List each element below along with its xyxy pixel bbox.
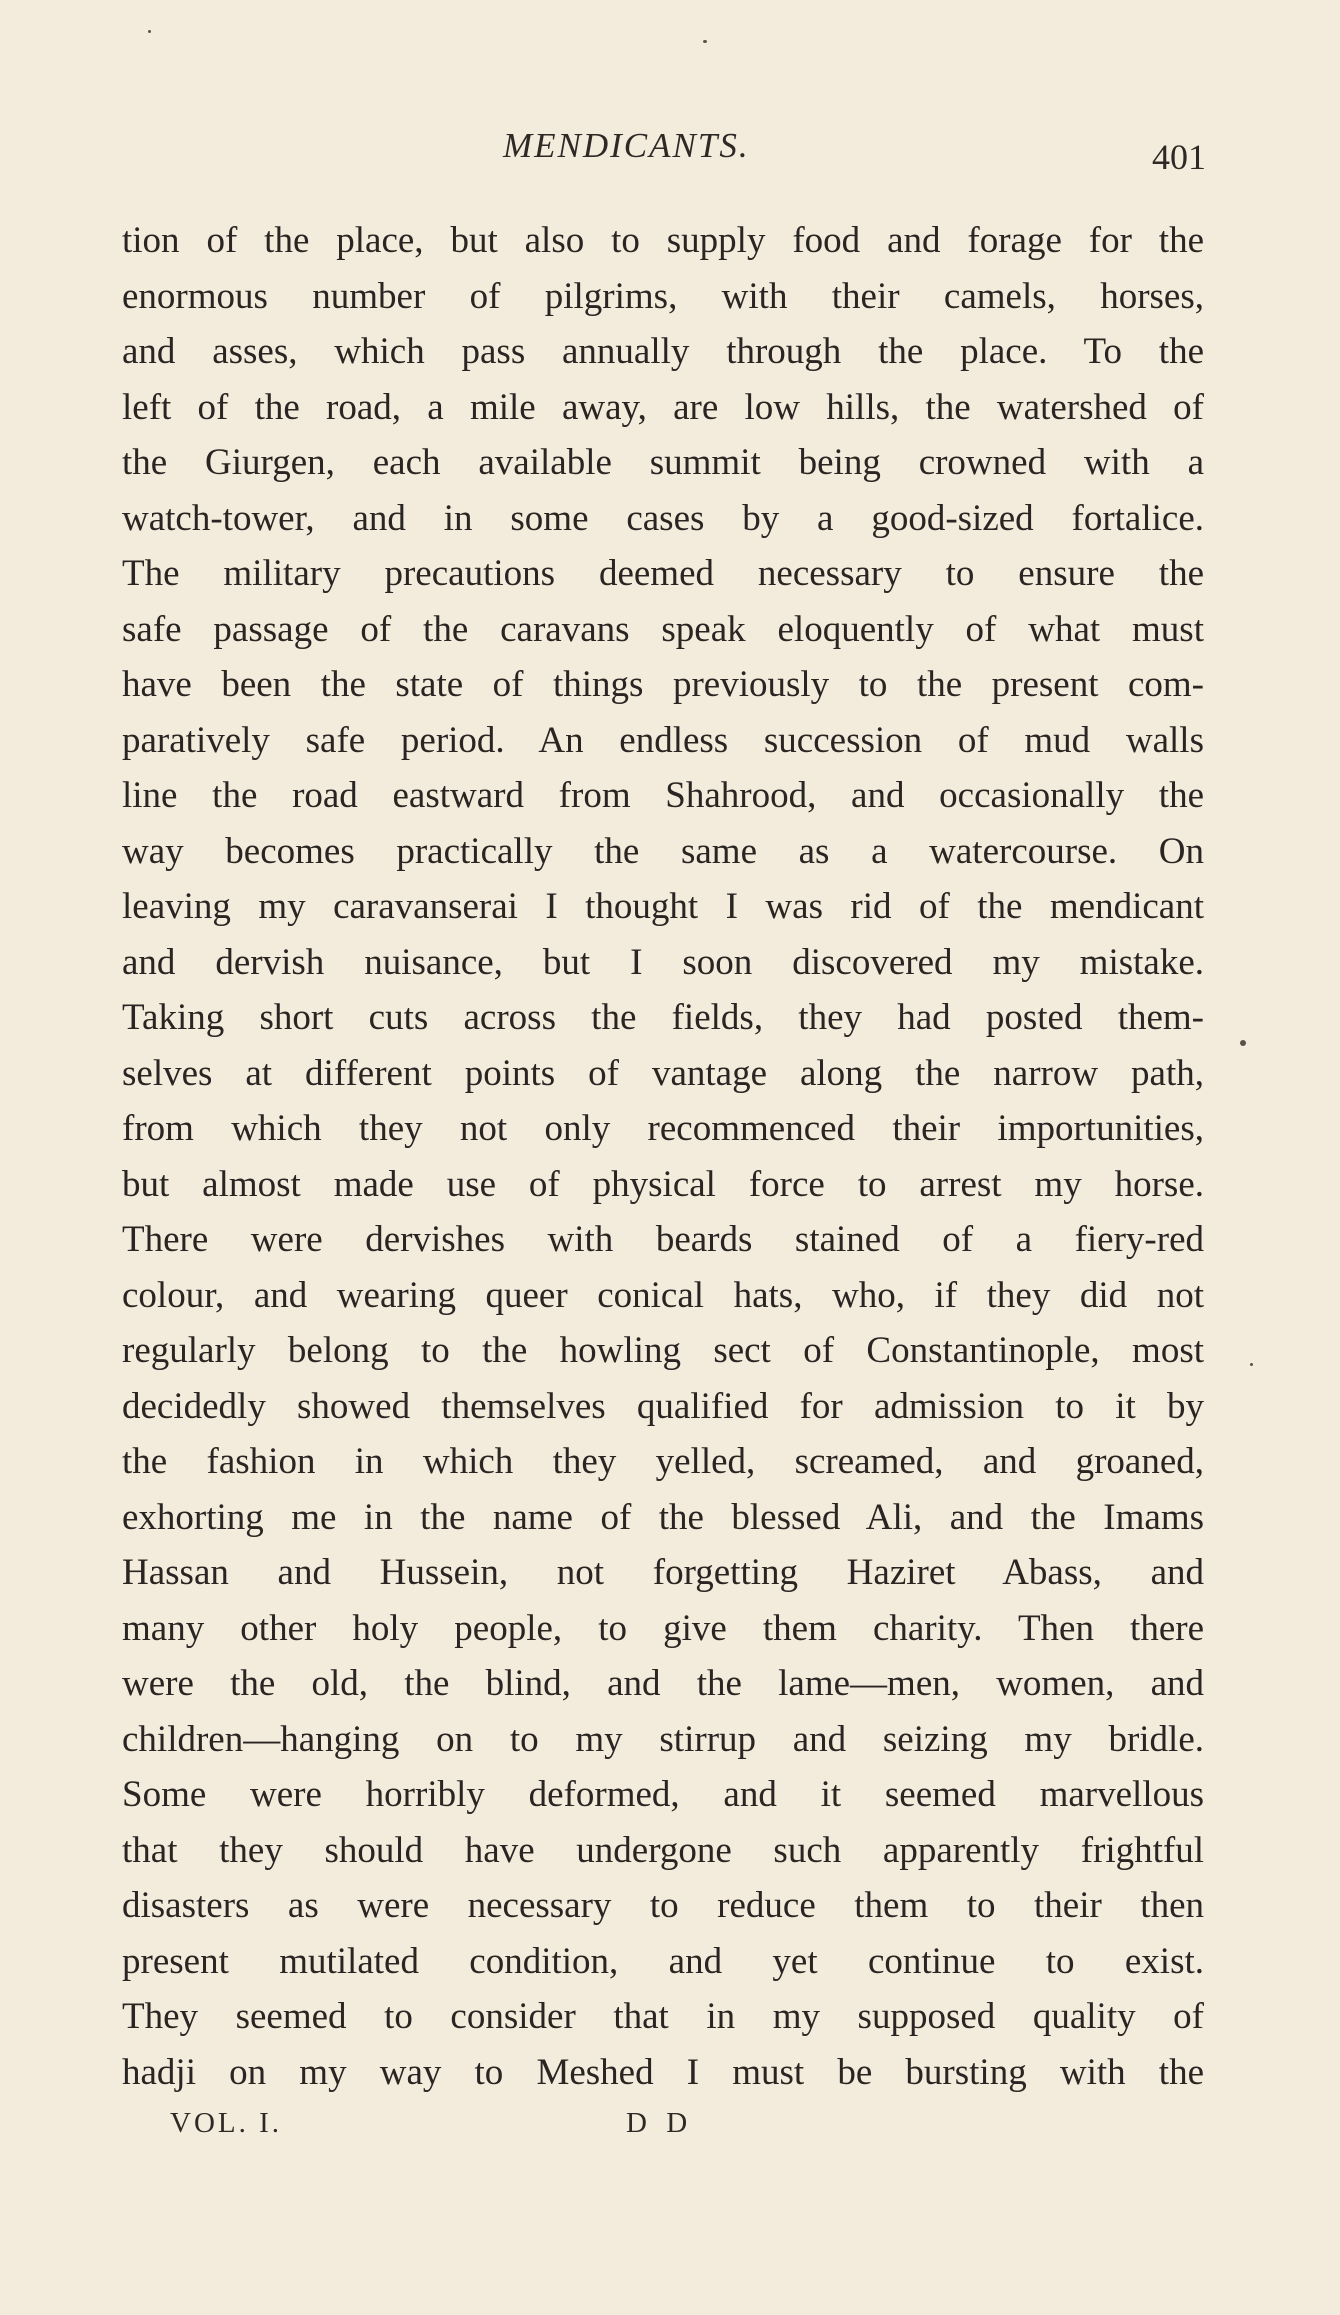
text-line: have been the state of things previously to the present com- (122, 664, 1204, 705)
text-line: left of the road, a mile away, are low hills, the watershed of (122, 386, 1204, 428)
text-line: colour, and wearing queer conical hats, who, if they did not (122, 1274, 1204, 1316)
text-line: Some were horribly deformed, and it seemed marvellous (122, 1774, 1204, 1815)
text-line: but almost made use of physical force to arrest my horse. (122, 1163, 1204, 1205)
text-line: There were dervishes with beards stained of a fiery-red (122, 1219, 1204, 1260)
text-line: many other holy people, to give them charity. Then there (122, 1607, 1204, 1649)
text-line: tion of the place, but also to supply food and forage for the (122, 220, 1204, 261)
signature-mark: D D (626, 2107, 694, 2139)
text-line: Hassan and Hussein, not forgetting Haziret Abass, and (122, 1552, 1204, 1593)
paper-speck (1250, 1363, 1253, 1366)
page-number: 401 (1152, 137, 1206, 177)
paper-speck (148, 30, 151, 33)
text-line: paratively safe period. An endless succession of mud walls (122, 719, 1204, 761)
text-line: disasters as were necessary to reduce them to their then (122, 1885, 1204, 1926)
text-line: and dervish nuisance, but I soon discovered my mistake. (122, 941, 1204, 983)
text-line: line the road eastward from Shahrood, and occasionally the (122, 775, 1204, 816)
volume-label: VOL. I. (170, 2107, 283, 2139)
text-line: present mutilated condition, and yet continue to exist. (122, 1940, 1204, 1982)
text-line: and asses, which pass annually through the place. To the (122, 331, 1204, 372)
text-line: children—hanging on to my stirrup and seizing my bridle. (122, 1718, 1204, 1760)
text-line: watch-tower, and in some cases by a good-sized fortalice. (122, 497, 1204, 539)
text-line: from which they not only recommenced their importunities, (122, 1108, 1204, 1149)
text-line: safe passage of the caravans speak eloquently of what must (122, 608, 1204, 650)
text-line: decidedly showed themselves qualified for admission to it by (122, 1385, 1204, 1427)
text-line: that they should have undergone such apparently frightful (122, 1829, 1204, 1871)
text-line: hadji on my way to Meshed I must be bursting with the (122, 2051, 1204, 2093)
text-line: regularly belong to the howling sect of Constantinople, most (122, 1330, 1204, 1371)
text-line: They seemed to consider that in my supposed quality of (122, 1996, 1204, 2037)
text-line: were the old, the blind, and the lame—men, women, and (122, 1663, 1204, 1704)
text-line: the Giurgen, each available summit being crowned with a (122, 442, 1204, 483)
body-text (122, 213, 1204, 2100)
text-line: selves at different points of vantage along the narrow path, (122, 1052, 1204, 1094)
paper-speck (703, 40, 707, 43)
text-line: Taking short cuts across the fields, they had posted them- (122, 997, 1204, 1038)
text-line: the fashion in which they yelled, screamed, and groaned, (122, 1441, 1204, 1482)
running-title: MENDICANTS. (503, 126, 750, 165)
text-line: The military precautions deemed necessary to ensure the (122, 553, 1204, 594)
text-line: way becomes practically the same as a watercourse. On (122, 830, 1204, 872)
text-line: exhorting me in the name of the blessed Ali, and the Imams (122, 1496, 1204, 1538)
paper-speck (1240, 1040, 1246, 1046)
text-line: leaving my caravanserai I thought I was rid of the mendicant (122, 886, 1204, 927)
text-line: enormous number of pilgrims, with their camels, horses, (122, 275, 1204, 317)
